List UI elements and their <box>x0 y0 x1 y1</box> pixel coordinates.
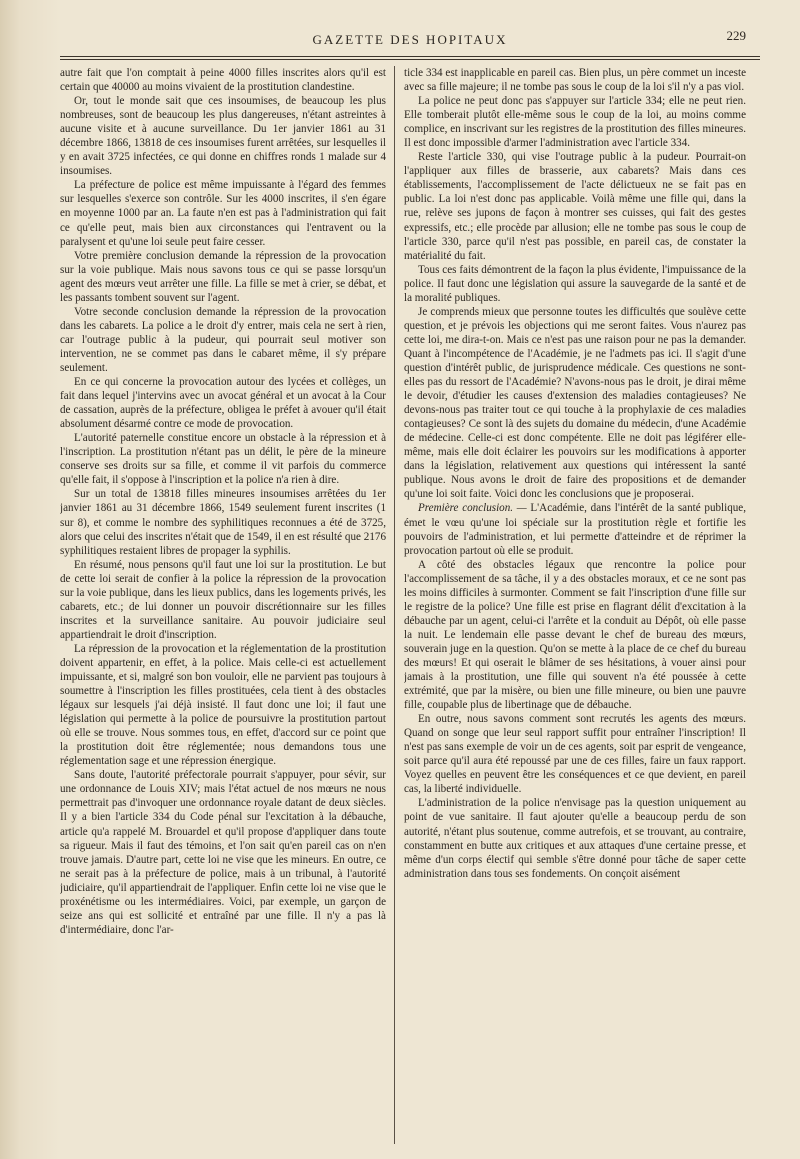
paragraph: En résumé, nous pensons qu'il faut une loi sur la prostitution. Le but de cette loi serait de confier à la police la répression de la provocation sur la voie publique, dans les lieux publics, dans les logements privés, les cabarets, etc.; de lui donner un pouvoir discrétionnaire sur les filles inscrites et la surveillance sanitaire. Au pouvoir judiciaire seul appartiendrait le droit d'inscription. <box>60 558 386 641</box>
paragraph: ticle 334 est inapplicable en pareil cas. Bien plus, un père commet un inceste avec sa fille majeure; il ne tombe pas sous le coup de la loi s'il n'y a pas viol. <box>404 67 746 94</box>
paragraph: En ce qui concerne la provocation autour des lycées et collèges, un fait dans lequel j'intervins avec un avocat général et un avocat à la Cour de cassation, auprès de la préfecture, obligea le préfet à avouer qu'il était absolument désarmé contre ce mode de provocation. <box>60 376 386 431</box>
paragraph: Tous ces faits démontrent de la façon la plus évidente, l'impuissance de la police. Il faut donc une législation qui assure la sauvegarde de la santé et de la moralité publiques. <box>404 263 746 304</box>
paragraph: L'administration de la police n'envisage pas la question uniquement au point de vue sanitaire. Il faut ajouter qu'elle a beaucoup perdu de son autorité, n'étant plus soutenue, comme autrefois, et se trouvant, au contraire, constamment en butte aux critiques et aux attaques d'une certaine presse, et même d'un corps électif qui semble s'être donné pour tâche de saper cette administration dans tous ses fondements. On conçoit aisément <box>404 797 746 880</box>
page-header <box>60 24 760 54</box>
header-rule-thin <box>60 59 760 60</box>
paragraph: L'autorité paternelle constitue encore un obstacle à la répression et à l'inscription. La prostitution n'étant pas un délit, le père de la mineure conserve ses droits sur sa fille, et comme il vit parfois du commerce qu'elle fait, il s'oppose à l'inscription et la police n'a rien à dire. <box>60 432 386 487</box>
running-title: GAZETTE DES HOPITAUX <box>312 32 508 47</box>
conclusion-paragraph <box>404 501 746 557</box>
paragraph: autre fait que l'on comptait à peine 4000 filles inscrites alors qu'il est certain que 40000 au moins vivaient de la prostitution clandestine. <box>60 67 386 94</box>
paragraph: Reste l'article 330, qui vise l'outrage public à la pudeur. Pourrait-on l'appliquer aux filles de brasserie, aux cabarets? Mais dans ces établissements, l'accomplissement de l'acte délictueux ne se fait pas en public. La loi n'est donc pas applicable. Voilà même une fille qui, dans la rue, relève ses jupons de façon à montrer ses cuisses, qui fait des gestes expressifs, etc.; elle procède par allusion; elle ne tombe pas sous le coup de l'article 330, parce qu'il n'est pas possible, en pareil cas, de constater la matérialité du fait. <box>404 151 746 262</box>
conclusion-label: Première conclusion. — <box>418 502 527 515</box>
paragraph: Je comprends mieux que personne toutes les difficultés que soulève cette question, et je prévois les objections qui me seront faites. Vous n'aurez pas cette loi, me dira-t-on. Mais ce n'est pas une raison pour ne pas la demander. Quant à l'incompétence de l'Académie, je ne l'admets pas ici. Il s'agit d'une question d'intérêt public, de jurisprudence médicale. Ces questions ne sont-elles pas du ressort de l'Académie? N'avons-nous pas le droit, je dirai même le devoir, d'étudier les causes d'extension des maladies contagieuses? Ne devons-nous pas traiter tout ce qui touche à la prophylaxie de ces maladies contagieuses? Ce sont là des sujets du domaine du médecin, d'une Académie de médecine. Celle-ci est donc compétente. Elle ne doit pas légiférer elle-même, mais elle doit éclairer les pouvoirs sur les modifications à apporter dans la législation, relativement aux questions qui intéressent la santé publique. Nous avons le droit de faire des propositions et de demander qu'une loi soit faite. Voici donc les conclusions que je proposerai. <box>404 305 746 501</box>
paragraph: La préfecture de police est même impuissante à l'égard des femmes sur lesquelles s'exerce son contrôle. Sur les 4000 inscrites, il s'en égare en moyenne 1000 par an. La faute n'en est pas à l'administration qui fait ce qu'elle peut, mais bien aux circonstances qui l'entravent ou la paralysent et qu'une loi seule peut faire cesser. <box>60 179 386 248</box>
paragraph: La police ne peut donc pas s'appuyer sur l'article 334; elle ne peut rien. Elle tomberait plutôt elle-même sous le coup de la loi, au moins comme complice, en inscrivant sur les registres de la prostitution des filles mineures. Il est donc impossible d'armer l'administration avec l'article 334. <box>404 95 746 150</box>
paragraph: Votre seconde conclusion demande la répression de la provocation dans les cabarets. La police a le droit d'y entrer, mais cela ne sert à rien, car l'outrage public à la pudeur, qui pourrait seul motiver son intervention, ne se commet pas dans le cabaret même, il s'y prépare seulement. <box>60 305 386 374</box>
paragraph: En outre, nous savons comment sont recrutés les agents des mœurs. Quand on songe que leur seul rapport suffit pour entraîner l'inscription! Il n'est pas sans exemple de voir un de ces agents, soit par esprit de vengeance, soit parce qu'il aura été repoussé par une de ces filles, faire un faux rapport. Voyez quelles en peuvent être les conséquences et ce que devient, en pareil cas, la liberté individuelle. <box>404 713 746 796</box>
right-column <box>404 66 746 1146</box>
page-number: 229 <box>726 28 746 43</box>
header-rule <box>60 56 760 57</box>
column-divider <box>394 66 395 1144</box>
left-column <box>60 66 386 1146</box>
paragraph: Sans doute, l'autorité préfectorale pourrait s'appuyer, pour sévir, sur une ordonnance de Louis XIV; mais l'état actuel de nos mœurs ne nous permettrait pas d'invoquer une ordonnance royale datant de deux siècles. Il y a bien l'article 334 du Code pénal sur l'excitation à la débauche, article qu'a rappelé M. Brouardel et qu'il propose d'appliquer dans toute sa rigueur. Mais il faut des témoins, et l'on sait qu'en pareil cas on n'en trouve jamais. D'autre part, cette loi ne vise que les mineurs. En outre, ce ne serait pas à la préfecture de police, mais à un tribunal, à l'autorité judiciaire, qu'il appartiendrait de l'appliquer. Enfin cette loi ne vise que le proxénétisme ou les intermédiaires. Voici, par exemple, un garçon de seize ans qui est sollicité et entraîné par une fille. Il n'y a pas là d'intermédiaire, donc l'ar- <box>60 769 386 936</box>
paragraph: Or, tout le monde sait que ces insoumises, de beaucoup les plus nombreuses, sont de beaucoup les plus dangereuses, n'étant astreintes à aucune visite et à aucune surveillance. Du 1er janvier 1861 au 31 décembre 1866, 13818 de ces insoumises furent arrêtées, sur lesquelles il y en avait 3725 infectées, ce qui donne en chiffres ronds 1 malade sur 4 insoumises. <box>60 95 386 178</box>
paragraph: La répression de la provocation et la réglementation de la prostitution doivent appartenir, en effet, à la police. Mais celle-ci est actuellement impuissante, et si, malgré son bon vouloir, elle ne parvient pas toujours à soumettre à l'inscription les filles prostituées, cela tient à des obstacles légaux sur lesquels j'ai déjà insisté. Il faut donc une loi; il faut une législation qui permette à la police de poursuivre la prostitution partout où elle se trouve. Nous sommes tous, en effet, d'accord sur ce point que la prostitution doit être réglementée; nous demandons tous une réglementation sage et une répression énergique. <box>60 642 386 768</box>
paragraph: Sur un total de 13818 filles mineures insoumises arrêtées du 1er janvier 1861 au 31 décembre 1866, 1549 seulement furent inscrites (1 sur 8), et comme le nombre des syphilitiques reconnues a été de 3725, alors que celui des inscrites n'était que de 1549, il en est résulté que 2176 syphilitiques restaient libres de propager la syphilis. <box>60 488 386 557</box>
paragraph: A côté des obstacles légaux que rencontre la police pour l'accomplissement de sa tâche, il y a des obstacles moraux, et ce ne sont pas les moins difficiles à surmonter. Comment se fait l'inscription d'une fille sur le registre de la police? Une fille est prise en flagrant délit d'excitation à la débauche par un agent, celui-ci l'arrête et la conduit au Dépôt, où elle passe la nuit. Le lendemain elle passe devant le chef de bureau des mœurs, souverain juge en la question. Qu'on se mette à la place de ce chef du bureau des mœurs! Et qui oserait le blâmer de ses hésitations, à vouer ainsi pour jamais à la prostitution, une fille qui souvent n'a été poussée à cette extrémité, que par la misère, ou bien une fille mineure, ou bien une pauvre fille, coupable plus de libertinage que de débauche. <box>404 558 746 712</box>
text-columns <box>60 66 760 1146</box>
paragraph: Votre première conclusion demande la répression de la provocation sur la voie publique. Mais nous savons tous ce qui se passe lorsqu'un agent des mœurs veut arrêter une fille. La fille se met à crier, se débat, et les passants tombent souvent sur l'agent. <box>60 249 386 304</box>
conclusion-text: L'Académie, dans l'intérêt de la santé publique, émet le vœu qu'une loi spéciale sur la prostitution règle et fortifie les pouvoirs de l'administration, et lui permette d'atteindre et de réprimer la provocation partout où elle se produit. <box>404 502 746 557</box>
